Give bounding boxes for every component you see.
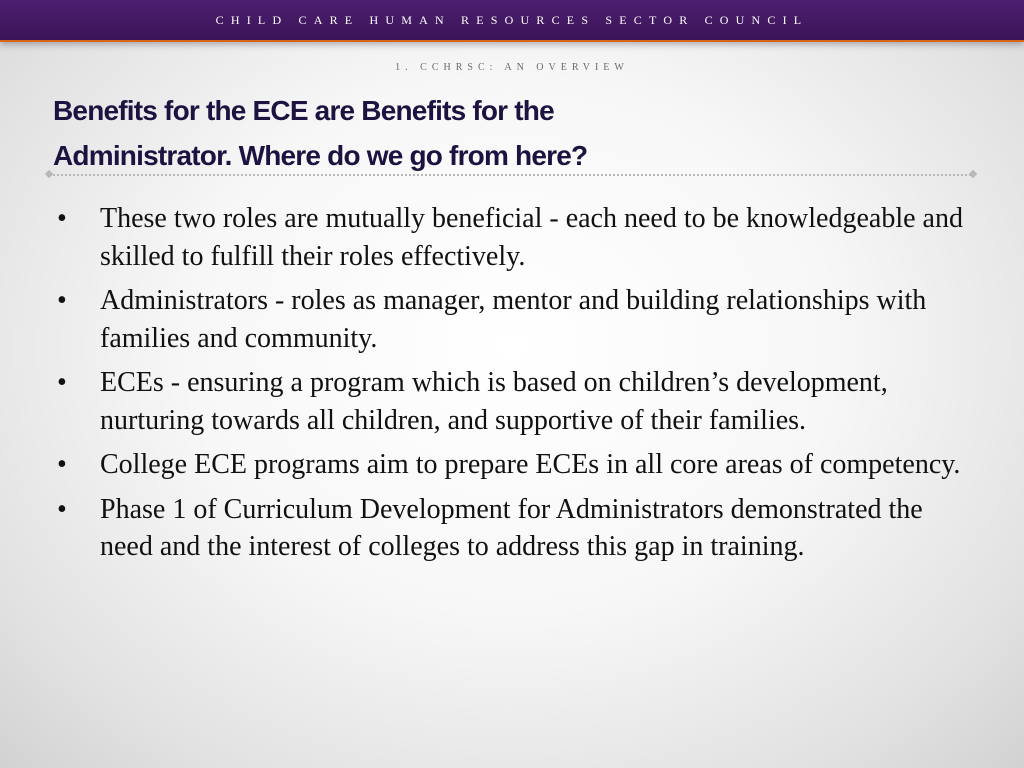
divider-left-diamond-icon [45,170,53,178]
slide-title-line-2: Administrator. Where do we go from here? [53,140,588,171]
header-bar [0,0,1024,42]
bullet-item [57,282,977,357]
bullet-dot-icon: • [57,203,67,234]
bullet-dot-icon: • [57,449,67,480]
section-label: 1. CCHRSC: AN OVERVIEW [395,62,629,73]
bullet-item [57,364,977,439]
bullet-text: Administrators - roles as manager, mentor and building relationships with families and community. [100,285,927,354]
bullet-item [57,446,977,484]
bullet-text: College ECE programs aim to prepare ECEs in all core areas of competency. [100,449,961,480]
bullet-text: ECEs - ensuring a program which is based on children’s development, nurturing towards all children, and supportive of their families. [100,367,888,436]
bullet-text: These two roles are mutually beneficial - each need to be knowledgeable and skilled to fulfill their roles effectively. [100,203,963,272]
slide-title-line-1: Benefits for the ECE are Benefits for the [53,95,554,126]
bullet-item [57,491,977,566]
bullet-dot-icon: • [57,285,67,316]
bullet-dot-icon: • [57,493,67,525]
title-divider [50,174,974,176]
bullet-dot-icon: • [57,367,67,398]
bullet-text: Phase 1 of Curriculum Development for Administrators demonstrated the need and the interest of colleges to address this gap in training. [100,493,923,562]
bullet-item [57,200,977,275]
slide-title [53,88,973,178]
bullet-list [57,200,977,573]
organization-name: CHILD CARE HUMAN RESOURCES SECTOR COUNCIL [215,13,809,27]
